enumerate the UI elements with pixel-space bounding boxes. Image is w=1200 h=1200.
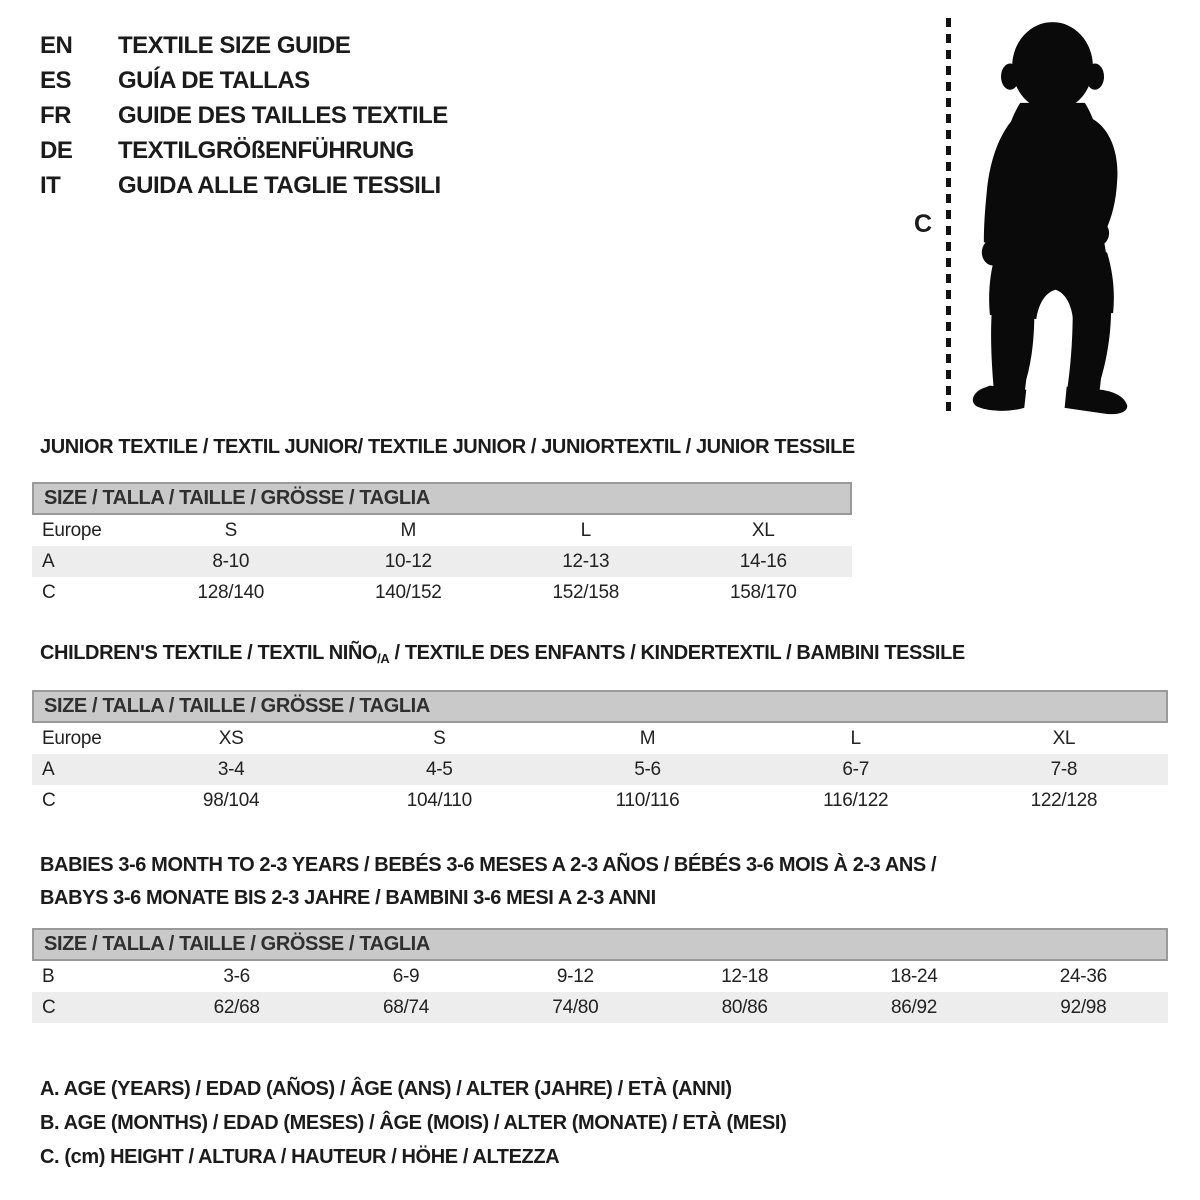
cell-value: 7-8: [1050, 758, 1078, 780]
cell-value: 92/98: [1060, 996, 1107, 1018]
lang-label: GUIDA ALLE TAGLIE TESSILI: [118, 171, 441, 199]
children-size-table: [32, 690, 1168, 816]
lang-row-it: [40, 168, 448, 203]
cell-value: 6-9: [392, 965, 420, 987]
cell-value: 12-13: [562, 550, 610, 572]
lang-code: IT: [40, 171, 61, 199]
lang-row-fr: [40, 98, 448, 133]
children-size-header-bar: SIZE / TALLA / TAILLE / GRÖSSE / TAGLIA: [32, 690, 1168, 723]
row-label: C: [42, 996, 56, 1018]
cell-value: 12-18: [721, 965, 769, 987]
cell-value: 3-6: [223, 965, 250, 987]
babies-size-header-bar: SIZE / TALLA / TAILLE / GRÖSSE / TAGLIA: [32, 928, 1168, 961]
lang-row-en: [40, 28, 448, 63]
cell-value: 140/152: [374, 581, 442, 603]
cell-value: 98/104: [202, 789, 260, 811]
column-header: S: [224, 519, 237, 541]
cell-value: 8-10: [212, 550, 250, 572]
cell-value: 104/110: [406, 789, 472, 811]
children-row-a: [32, 754, 1168, 785]
language-list: [40, 28, 448, 203]
cell-value: 10-12: [384, 550, 432, 572]
cell-value: 122/128: [1030, 789, 1098, 811]
cell-value: 24-36: [1059, 965, 1107, 987]
lang-label: TEXTILGRÖßENFÜHRUNG: [118, 136, 414, 164]
row-label: A: [42, 550, 55, 572]
cell-value: 62/68: [213, 996, 260, 1018]
cell-value: 158/170: [729, 581, 797, 603]
lang-label: GUIDE DES TAILLES TEXTILE: [118, 101, 448, 129]
column-header: XL: [1052, 727, 1076, 749]
cell-value: 6-7: [842, 758, 869, 780]
column-header: S: [433, 727, 446, 749]
cell-value: 9-12: [556, 965, 594, 987]
legend-line-c: C. (cm) HEIGHT / ALTURA / HAUTEUR / HÖHE / ALTEZZA: [40, 1146, 560, 1168]
cell-value: 116/122: [823, 789, 889, 811]
cell-value: 128/140: [197, 581, 265, 603]
legend: [40, 1072, 786, 1174]
children-title-pre: CHILDREN'S TEXTILE / TEXTIL NIÑO: [40, 642, 378, 664]
junior-section-title: JUNIOR TEXTILE / TEXTIL JUNIOR/ TEXTILE JUNIOR / JUNIORTEXTIL / JUNIOR TESSILE: [40, 436, 855, 458]
region-label: Europe: [42, 727, 102, 749]
column-header: XL: [751, 519, 775, 541]
children-section-title: [40, 642, 965, 666]
column-header: M: [639, 727, 656, 749]
lang-code: FR: [40, 101, 71, 129]
cell-value: 110/116: [615, 789, 680, 811]
cell-value: 14-16: [739, 550, 787, 572]
baby-silhouette-image: [958, 14, 1143, 418]
children-row-c: [32, 785, 1168, 816]
junior-size-table: [32, 482, 852, 608]
lang-row-de: [40, 133, 448, 168]
lang-code: EN: [40, 31, 73, 59]
babies-title-line2: BABYS 3-6 MONATE BIS 2-3 JAHRE / BAMBINI 3-6 MESI A 2-3 ANNI: [40, 887, 656, 909]
babies-row-c: [32, 992, 1168, 1023]
lang-row-es: [40, 63, 448, 98]
legend-line-b: B. AGE (MONTHS) / EDAD (MESES) / ÂGE (MOIS) / ALTER (MONATE) / ETÀ (MESI): [40, 1112, 787, 1134]
babies-section-title: [40, 849, 936, 915]
legend-line-a: A. AGE (YEARS) / EDAD (AÑOS) / ÂGE (ANS) / ALTER (JAHRE) / ETÀ (ANNI): [40, 1078, 732, 1100]
row-label: B: [42, 965, 55, 987]
height-measure-dashed-line: [946, 18, 951, 416]
cell-value: 74/80: [552, 996, 599, 1018]
row-label: C: [42, 581, 56, 603]
row-label: C: [42, 789, 56, 811]
cell-value: 5-6: [634, 758, 661, 780]
row-label: A: [42, 758, 55, 780]
region-label: Europe: [42, 519, 102, 541]
junior-size-header-bar: SIZE / TALLA / TAILLE / GRÖSSE / TAGLIA: [32, 482, 852, 515]
cell-value: 86/92: [890, 996, 938, 1018]
column-header: L: [850, 727, 861, 749]
children-table-header-row: [32, 723, 1168, 754]
lang-code: ES: [40, 66, 72, 94]
lang-label: TEXTILE SIZE GUIDE: [118, 31, 351, 59]
lang-code: DE: [40, 136, 73, 164]
cell-value: 3-4: [217, 758, 245, 780]
babies-row-b: [32, 961, 1168, 992]
cell-value: 68/74: [382, 996, 430, 1018]
junior-row-c: [32, 577, 852, 608]
cell-value: 4-5: [426, 758, 453, 780]
height-measure-label: C: [914, 210, 933, 238]
cell-value: 18-24: [890, 965, 938, 987]
children-title-post: / TEXTILE DES ENFANTS / KINDERTEXTIL / BAMBINI TESSILE: [389, 642, 965, 664]
junior-table-header-row: [32, 515, 852, 546]
cell-value: 80/86: [721, 996, 768, 1018]
babies-size-table: [32, 928, 1168, 1023]
junior-row-a: [32, 546, 852, 577]
column-header: XS: [218, 727, 244, 749]
lang-label: GUÍA DE TALLAS: [118, 66, 310, 94]
children-title-sub: /A: [377, 651, 390, 666]
cell-value: 152/158: [552, 581, 620, 603]
column-header: M: [400, 519, 417, 541]
babies-title-line1: BABIES 3-6 MONTH TO 2-3 YEARS / BEBÉS 3-6 MESES A 2-3 AÑOS / BÉBÉS 3-6 MOIS À 2-3 ANS /: [40, 854, 937, 876]
column-header: L: [580, 519, 591, 541]
